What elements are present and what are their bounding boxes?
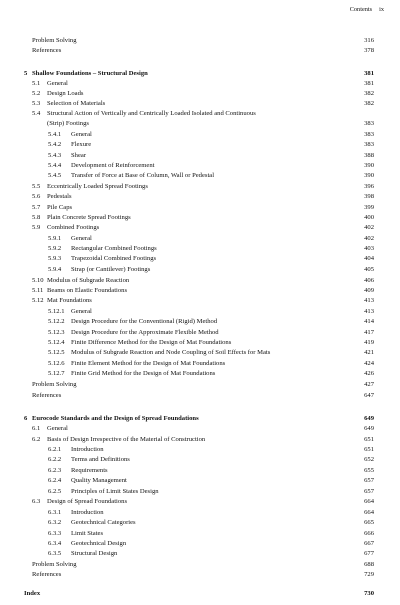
toc-entry-page: 403 (364, 245, 374, 252)
toc-entry-title: Pile Caps (47, 204, 73, 211)
toc-entry[interactable] (24, 152, 374, 160)
toc-entry[interactable] (24, 456, 374, 464)
toc-entry-number: 5.4 (32, 110, 41, 117)
toc-entry-page: 382 (364, 100, 374, 107)
toc-entry-title: Shear (71, 152, 87, 159)
toc-entry-title: Structural Design (71, 550, 118, 557)
toc-entry-title: Strap (or Cantilever) Footings (71, 266, 151, 273)
toc-entry-title: Mat Foundations (47, 297, 92, 304)
toc-entry-page: 729 (364, 571, 374, 578)
toc-entry-number: 6.3.4 (48, 540, 62, 547)
toc-entry[interactable] (24, 318, 374, 326)
toc-entry[interactable] (24, 425, 374, 433)
toc-entry-number: 6.1 (32, 425, 41, 432)
toc-entry-page: 316 (364, 37, 374, 44)
toc-entry-page: 399 (364, 204, 374, 211)
toc-entry-page: 649 (364, 425, 374, 432)
toc-entry-page: 381 (364, 80, 374, 87)
toc-entry-page: 657 (364, 488, 374, 495)
toc-entry-number: 5.5 (32, 183, 41, 190)
toc-entry-title: References (32, 571, 62, 578)
toc-entry-number: 6 (24, 415, 28, 422)
toc-entry-number: 5.1 (32, 80, 41, 87)
toc-entry[interactable] (24, 255, 374, 263)
toc-entry-title: Index (24, 590, 41, 597)
toc-entry-page: 677 (364, 550, 374, 557)
toc-entry-title: Introduction (71, 446, 104, 453)
toc-entry-page: 657 (364, 477, 374, 484)
toc-entry-page: 382 (364, 90, 374, 97)
toc-entry-title: (Strip) Footings (47, 120, 89, 127)
toc-entry[interactable] (24, 224, 374, 232)
toc-entry-page: 655 (364, 467, 374, 474)
toc-entry-page: 405 (364, 266, 374, 273)
toc-entry[interactable] (24, 590, 374, 598)
toc-entry-number: 6.2 (32, 436, 41, 443)
toc-entry-page: 383 (364, 120, 374, 127)
toc-entry[interactable] (24, 277, 374, 285)
toc-entry-page: 417 (364, 329, 374, 336)
toc-entry-title: Principles of Limit States Design (71, 488, 159, 495)
toc-entry[interactable] (24, 214, 374, 222)
toc-entry-title: Trapezoidal Combined Footings (71, 255, 157, 262)
toc-entry-page: 730 (364, 590, 374, 597)
toc-entry-number: 5.8 (32, 214, 41, 221)
toc-entry[interactable] (24, 540, 374, 548)
toc-entry-page: 424 (364, 360, 374, 367)
toc-entry-page: 688 (364, 561, 374, 568)
toc-entry[interactable] (24, 415, 374, 423)
toc-entry-title: Finite Grid Method for the Design of Mat Foundations (71, 370, 216, 377)
toc-entry-page: 651 (364, 446, 374, 453)
toc-entry[interactable] (24, 193, 374, 201)
toc-entry[interactable] (24, 308, 374, 316)
toc-entry-number: 5 (24, 70, 28, 77)
toc-entry[interactable] (24, 47, 374, 55)
toc-entry-page: 649 (364, 415, 374, 422)
toc-entry-number: 5.9.2 (48, 245, 62, 252)
toc-entry-page: 402 (364, 235, 374, 242)
toc-entry-page: 390 (364, 162, 374, 169)
running-head-section: Contents (349, 6, 373, 13)
toc-entry[interactable] (24, 498, 374, 506)
toc-entry-title: Problem Solving (32, 37, 77, 44)
toc-entry[interactable] (24, 80, 374, 88)
toc-entry-title: Design Procedure for the Conventional (Rigid) Method (71, 318, 218, 325)
toc-entry-page: 427 (364, 381, 374, 388)
toc-entry-page: 667 (364, 540, 374, 547)
toc-entry[interactable] (24, 530, 374, 538)
toc-entry-title: References (32, 392, 62, 399)
toc-entry[interactable] (24, 381, 374, 389)
toc-entry-title: General (47, 80, 68, 87)
running-head-page: ix (379, 6, 384, 13)
toc-entry-title: Quality Management (71, 477, 127, 484)
toc-entry-title: Combined Footings (47, 224, 100, 231)
toc-entry[interactable] (24, 235, 374, 243)
toc-entry-title: Finite Difference Method for the Design of Mat Foundations (71, 339, 232, 346)
toc-entry-number: 5.9.4 (48, 266, 62, 273)
toc-entry-number: 5.10 (32, 277, 44, 284)
toc-entry-title: Rectangular Combined Footings (71, 245, 157, 252)
toc-entry[interactable] (24, 329, 374, 337)
toc-entry-number: 5.7 (32, 204, 41, 211)
toc-entry[interactable] (24, 204, 374, 212)
toc-entry[interactable] (24, 477, 374, 485)
toc-entry[interactable] (24, 436, 374, 444)
toc-entry-number: 6.3.2 (48, 519, 62, 526)
toc-entry[interactable] (24, 162, 374, 170)
toc-entry-number: 5.3 (32, 100, 41, 107)
toc-entry-page: 378 (364, 47, 374, 54)
toc-entry-page: 652 (364, 456, 374, 463)
toc-entry-number: 6.3.1 (48, 509, 62, 516)
toc-entry[interactable] (24, 297, 374, 305)
toc-entry[interactable] (24, 360, 374, 368)
toc-entry-page: 664 (364, 498, 374, 505)
toc-entry[interactable] (24, 245, 374, 253)
toc-entry[interactable] (24, 100, 374, 108)
toc-entry-title: Eccentrically Loaded Spread Footings (47, 183, 148, 190)
toc-entry[interactable] (24, 446, 374, 454)
toc-entry-title: Terms and Definitions (71, 456, 130, 463)
toc-entry-title: Problem Solving (32, 561, 77, 568)
toc-entry-title: Introduction (71, 509, 104, 516)
toc-entry-title: Design of Spread Foundations (47, 498, 128, 505)
toc-entry[interactable] (24, 519, 374, 527)
toc-entry-title: Pedestals (47, 193, 72, 200)
toc-entry-number: 5.12.1 (48, 308, 65, 315)
toc-entry-page: 406 (364, 277, 374, 284)
toc-entry[interactable] (24, 488, 374, 496)
toc-entry[interactable] (24, 287, 374, 295)
toc-entry[interactable] (24, 172, 374, 180)
toc-entry[interactable] (24, 561, 374, 569)
toc-entry-title: References (32, 47, 62, 54)
toc-entry-number: 6.3 (32, 498, 41, 505)
toc-entry[interactable] (24, 183, 374, 191)
toc-entry-title: General (71, 308, 92, 315)
toc-entry[interactable] (24, 70, 374, 78)
toc-entry-number: 5.12.4 (48, 339, 65, 346)
toc-entry-title: Plain Concrete Spread Footings (47, 214, 131, 221)
toc-entry-title: Beams on Elastic Foundations (47, 287, 128, 294)
toc-entry-page: 665 (364, 519, 374, 526)
toc-entry-number: 6.2.5 (48, 488, 62, 495)
toc-entry-page: 381 (364, 70, 374, 77)
toc-entry-page: 666 (364, 530, 374, 537)
toc-entry-number: 6.2.1 (48, 446, 62, 453)
toc-entry-page: 664 (364, 509, 374, 516)
toc-entry[interactable] (24, 141, 374, 149)
toc-entry-number: 5.12.7 (48, 370, 65, 377)
toc-entry-number: 5.4.5 (48, 172, 62, 179)
toc-entry-title: Basis of Design Irrespective of the Material of Construction (47, 436, 206, 443)
toc-entry-page: 426 (364, 370, 374, 377)
toc-entry-title: Development of Reinforcement (71, 162, 155, 169)
toc-entry[interactable] (24, 370, 374, 378)
toc-entry-title: Finite Element Method for the Design of Mat Foundations (71, 360, 226, 367)
toc-entry-page: 409 (364, 287, 374, 294)
toc-entry-number: 5.4.4 (48, 162, 62, 169)
toc-entry-number: 6.3.5 (48, 550, 62, 557)
toc-entry-page: 647 (364, 392, 374, 399)
toc-entry-number: 5.12.5 (48, 349, 65, 356)
toc-entry-page: 383 (364, 141, 374, 148)
toc-entry-title: General (47, 425, 68, 432)
toc-entry-number: 6.2.2 (48, 456, 62, 463)
toc-entry[interactable] (24, 339, 374, 347)
toc-entry-number: 5.2 (32, 90, 41, 97)
toc-entry-title: Eurocode Standards and the Design of Spread Foundations (32, 415, 199, 422)
toc-entry-number: 5.12 (32, 297, 44, 304)
toc-entry-page: 404 (364, 255, 374, 262)
toc-entry-number: 5.9 (32, 224, 41, 231)
toc-entry[interactable] (24, 467, 374, 475)
toc-entry-title: Modulus of Subgrade Reaction and Node Coupling of Soil Effects for Mats (71, 349, 271, 356)
toc-entry-title: General (71, 131, 92, 138)
toc-entry-title: Geotechnical Categories (71, 519, 136, 526)
toc-entry[interactable] (24, 90, 374, 98)
toc-entry-number: 6.3.3 (48, 530, 62, 537)
toc-entry[interactable] (24, 110, 374, 118)
toc-entry-title: Flexure (71, 141, 92, 148)
toc-entry[interactable] (24, 120, 374, 128)
toc-entry-title: Structural Action of Vertically and Centrically Loaded Isolated and Continuous (47, 110, 256, 117)
toc-entry-page: 383 (364, 131, 374, 138)
toc-entry-page: 388 (364, 152, 374, 159)
toc-entry-title: Design Procedure for the Approximate Flexible Method (71, 329, 219, 336)
toc-entry[interactable] (24, 392, 374, 400)
toc-entry[interactable] (24, 266, 374, 274)
toc-entry-number: 6.2.4 (48, 477, 62, 484)
toc-entry-page: 413 (364, 297, 374, 304)
toc-entry[interactable] (24, 37, 374, 45)
toc-entry-number: 5.4.2 (48, 141, 62, 148)
toc-entry-page: 413 (364, 308, 374, 315)
toc-entry-page: 396 (364, 183, 374, 190)
toc-entry-number: 5.4.3 (48, 152, 62, 159)
toc-entry-page: 651 (364, 436, 374, 443)
toc-entry-number: 5.12.3 (48, 329, 65, 336)
toc-entry-page: 402 (364, 224, 374, 231)
toc-entry-number: 5.12.6 (48, 360, 65, 367)
toc-entry-title: Modulus of Subgrade Reaction (47, 277, 130, 284)
toc-entry[interactable] (24, 571, 374, 579)
toc-entry-title: Selection of Materials (47, 100, 106, 107)
toc-entry-title: Transfer of Force at Base of Column, Wall or Pedestal (71, 172, 215, 179)
toc-entry-title: Requirements (71, 467, 108, 474)
toc-entry[interactable] (24, 509, 374, 517)
toc-entry-title: Design Loads (47, 90, 84, 97)
toc-entry-number: 5.9.3 (48, 255, 62, 262)
toc-entry-page: 419 (364, 339, 374, 346)
toc-entry-number: 5.11 (32, 287, 44, 294)
toc-entry-page: 398 (364, 193, 374, 200)
toc-entry-title: Shallow Foundations – Structural Design (32, 70, 148, 77)
toc-entry-number: 5.9.1 (48, 235, 62, 242)
toc-entry-page: 414 (364, 318, 374, 325)
toc-entry[interactable] (24, 131, 374, 139)
toc-entry-number: 5.6 (32, 193, 41, 200)
toc-entry-title: General (71, 235, 92, 242)
toc-entry-title: Limit States (71, 530, 104, 537)
toc-entry-page: 421 (364, 349, 374, 356)
toc-entry-number: 5.4.1 (48, 131, 62, 138)
toc-entry[interactable] (24, 349, 374, 357)
toc-entry[interactable] (24, 550, 374, 558)
running-head (350, 6, 384, 14)
toc-entry-page: 390 (364, 172, 374, 179)
toc-entry-page: 400 (364, 214, 374, 221)
toc-entry-title: Geotechnical Design (71, 540, 127, 547)
toc-entry-number: 5.12.2 (48, 318, 65, 325)
toc-entry-title: Problem Solving (32, 381, 77, 388)
toc-entry-number: 6.2.3 (48, 467, 62, 474)
